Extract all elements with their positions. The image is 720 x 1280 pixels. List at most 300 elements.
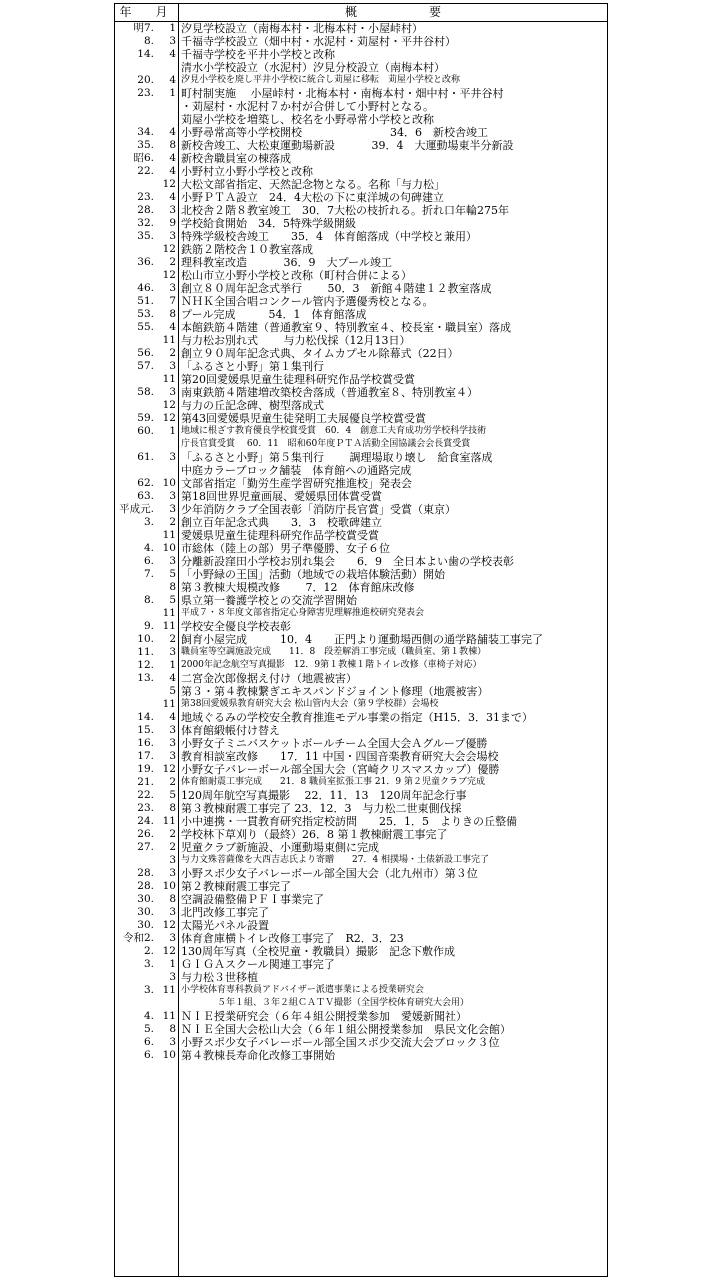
year-label: 22.	[137, 789, 154, 801]
year-label: 明7.	[133, 22, 154, 34]
year-label: 35.	[137, 230, 154, 242]
overview-cell	[179, 685, 607, 698]
year-month-cell	[115, 724, 179, 737]
year-month-cell	[115, 659, 179, 672]
table-row	[115, 919, 607, 932]
year-month-cell	[115, 165, 179, 178]
table-row	[115, 191, 607, 204]
overview-cell	[179, 48, 607, 74]
month-label: 3	[169, 490, 176, 502]
month-label: 3	[169, 451, 176, 463]
overview-line: 北門改修工事完了	[181, 906, 269, 919]
year-month-cell	[115, 126, 179, 139]
year-label: 7.	[143, 568, 154, 580]
month-label: 9	[169, 217, 176, 229]
table-row	[115, 841, 607, 854]
year-label: 26.	[137, 828, 154, 840]
table-row	[115, 256, 607, 269]
month-label: 3	[169, 503, 176, 515]
year-label: 22.	[137, 165, 154, 177]
overview-cell	[179, 334, 607, 347]
year-label: 6.	[143, 1049, 154, 1061]
table-row	[115, 568, 607, 581]
overview-cell	[179, 386, 607, 399]
overview-cell	[179, 360, 607, 373]
overview-cell	[179, 698, 607, 711]
overview-line: 小野ＰＴＡ設立 24．4大松の下に東洋城の句碑建立	[181, 191, 444, 204]
month-label: 8	[169, 139, 176, 151]
overview-line: 第３教棟大規模改修 7．12 体育館床改修	[181, 581, 415, 594]
month-label: 2	[169, 828, 176, 840]
overview-cell	[179, 958, 607, 971]
year-month-cell	[115, 425, 179, 451]
month-label: 2	[169, 347, 176, 359]
table-row	[115, 620, 607, 633]
overview-line: 第20回愛媛県児童生徒理科研究作品学校賞受賞	[181, 373, 415, 386]
year-month-cell	[115, 542, 179, 555]
month-label: 3	[169, 35, 176, 47]
table-row	[115, 74, 607, 87]
year-label: 56.	[137, 347, 154, 359]
table-row	[115, 802, 607, 815]
month-label: 11	[162, 620, 176, 632]
overview-line: 汐見学校設立（南梅本村・北梅本村・小屋峠村）	[181, 22, 423, 35]
overview-cell	[179, 191, 607, 204]
overview-line: 小学校体育専科教員アドバイザー派遣事業による授業研究会	[181, 985, 424, 995]
year-label: 60.	[137, 425, 154, 437]
month-label: 4	[169, 711, 176, 723]
year-label: 58.	[137, 386, 154, 398]
year-month-cell	[115, 672, 179, 685]
overview-line: 体育倉庫横トイレ改修工事完了 R2．3．23	[181, 932, 404, 945]
overview-line: 第２教棟耐震工事完了	[181, 880, 291, 893]
overview-cell	[179, 321, 607, 334]
month-label: 12	[162, 178, 176, 190]
overview-line: 「ふるさと小野」第１集刊行	[181, 360, 324, 373]
overview-cell	[179, 542, 607, 555]
year-month-cell	[115, 620, 179, 633]
table-row	[115, 1010, 607, 1023]
overview-line: 教育相談室改修 17．11 中国・四国音楽教育研究大会会場校	[181, 750, 499, 763]
table-row	[115, 48, 607, 74]
overview-cell	[179, 633, 607, 646]
year-label: 32.	[137, 217, 154, 229]
month-label: 3	[169, 555, 176, 567]
overview-line: ５年１組、３年２組ＣＡＴＶ撮影（全国学校体育研究大会用）	[181, 998, 470, 1008]
year-label: 10.	[137, 633, 154, 645]
overview-cell	[179, 945, 607, 958]
overview-line: 「小野緑の王国」活動（地域での栽培体験活動）開始	[181, 568, 445, 581]
year-month-cell	[115, 191, 179, 204]
overview-line: ＧＩＧＡスクール関連工事完了	[181, 958, 335, 971]
header-overview-char-1: 概	[344, 5, 357, 19]
month-label: 4	[169, 152, 176, 164]
month-label: 10	[162, 880, 176, 892]
overview-cell	[179, 919, 607, 932]
year-label: 23.	[137, 191, 154, 203]
overview-line: ・苅屋村・水泥村７か村が合併して小野村となる。	[181, 100, 434, 113]
month-label: 1	[169, 425, 176, 437]
table-row	[115, 321, 607, 334]
overview-cell	[179, 178, 607, 191]
overview-line: 小野村立小野小学校と改称	[181, 165, 313, 178]
year-label: 21.	[137, 776, 154, 788]
table-row	[115, 542, 607, 555]
table-row	[115, 425, 607, 451]
year-month-cell	[115, 48, 179, 74]
table-row	[115, 477, 607, 490]
overview-line: 第３・第４教棟繋ぎエキスパンドジョイント修理（地震被害）	[181, 685, 489, 698]
overview-cell	[179, 35, 607, 48]
overview-cell	[179, 295, 607, 308]
overview-line: 千福寺学校設立（畑中村・水泥村・苅屋村・平井谷村）	[181, 35, 456, 48]
overview-line: 汐見小学校を廃し平井小学校に統合し苅屋に移転 苅屋小学校と改称	[181, 75, 461, 85]
year-month-cell	[115, 178, 179, 191]
year-label: 9.	[143, 620, 154, 632]
table-row	[115, 854, 607, 867]
table-row	[115, 126, 607, 139]
overview-cell	[179, 74, 607, 87]
overview-cell	[179, 867, 607, 880]
history-table	[114, 3, 608, 1277]
table-row	[115, 243, 607, 256]
month-label: 3	[169, 854, 176, 866]
year-month-cell	[115, 399, 179, 412]
header-year-month: 年 月	[119, 5, 174, 19]
year-month-cell	[115, 373, 179, 386]
overview-line: 第18回世界児童画展、愛媛県団体賞受賞	[181, 490, 382, 503]
year-month-cell	[115, 828, 179, 841]
table-row	[115, 347, 607, 360]
year-month-cell	[115, 139, 179, 152]
year-label: 62.	[137, 477, 154, 489]
month-label: 3	[169, 646, 176, 658]
month-label: 8	[169, 893, 176, 905]
year-label: 3.	[143, 516, 154, 528]
year-month-cell	[115, 581, 179, 594]
table-row	[115, 22, 607, 35]
table-row	[115, 815, 607, 828]
overview-line: ＮＩＥ全国大会松山大会（６年１組公開授業参加 県民文化会館）	[181, 1023, 511, 1036]
month-label: 11	[162, 698, 176, 710]
year-month-cell	[115, 932, 179, 945]
year-label: 24.	[137, 815, 154, 827]
overview-cell	[179, 763, 607, 776]
overview-cell	[179, 880, 607, 893]
year-month-cell	[115, 360, 179, 373]
month-label: 3	[169, 230, 176, 242]
overview-line: 「ふるさと小野」第５集刊行 調理場取り壊し 給食室落成	[181, 451, 493, 464]
overview-line: 愛媛県児童生徒理科研究作品学校賞受賞	[181, 529, 379, 542]
overview-cell	[179, 737, 607, 750]
overview-line: 学校安全優良学校表彰	[181, 620, 291, 633]
year-month-cell	[115, 763, 179, 776]
year-label: 28.	[137, 204, 154, 216]
month-label: 2	[169, 841, 176, 853]
overview-line: 体育館緞帳付け替え	[181, 724, 280, 737]
overview-line: 空調設備整備ＰＦＩ事業完了	[181, 893, 324, 906]
overview-line: 与力松３世移植	[181, 971, 258, 984]
year-label: 59.	[137, 412, 154, 424]
month-label: 5	[169, 568, 176, 580]
overview-cell	[179, 594, 607, 607]
overview-cell	[179, 373, 607, 386]
year-month-cell	[115, 958, 179, 971]
overview-line: ＮＨＫ全国合唱コンクール管内予選優秀校となる。	[181, 295, 434, 308]
table-row	[115, 958, 607, 971]
overview-cell	[179, 425, 607, 451]
year-month-cell	[115, 919, 179, 932]
month-label: 7	[169, 295, 176, 307]
month-label: 5	[169, 594, 176, 606]
year-month-cell	[115, 893, 179, 906]
year-label: 17.	[137, 750, 154, 762]
month-label: 4	[169, 48, 176, 60]
overview-cell	[179, 581, 607, 594]
year-label: 53.	[137, 308, 154, 320]
table-row	[115, 269, 607, 282]
year-month-cell	[115, 594, 179, 607]
year-label: 15.	[137, 724, 154, 736]
overview-line: 分離新設窪田小学校お別れ集会 6．9 全日本よい歯の学校表彰	[181, 555, 514, 568]
overview-cell	[179, 1036, 607, 1049]
overview-line: 新校舎職員室の棟落成	[181, 152, 291, 165]
overview-cell	[179, 282, 607, 295]
month-label: 2	[169, 516, 176, 528]
overview-line: ＮＩＥ授業研究会（６年４組公開授業参加 愛媛新聞社）	[181, 1010, 467, 1023]
table-row	[115, 776, 607, 789]
year-month-cell	[115, 321, 179, 334]
year-month-cell	[115, 282, 179, 295]
overview-line: 中庭カラーブロック舗装 体育館への通路完成	[181, 464, 412, 477]
year-label: 12.	[137, 659, 154, 671]
year-month-cell	[115, 269, 179, 282]
month-label: 12	[162, 399, 176, 411]
overview-cell	[179, 399, 607, 412]
overview-line: 特殊学級校舎竣工 35．4 体育館落成（中学校と兼用）	[181, 230, 477, 243]
month-label: 12	[162, 763, 176, 775]
table-row	[115, 737, 607, 750]
overview-line: 二宮金次郎像据え付け（地震被害）	[181, 672, 357, 685]
overview-line: 少年消防クラブ全国表彰「消防庁長官賞」受賞（東京）	[181, 503, 456, 516]
month-label: 3	[169, 906, 176, 918]
overview-cell	[179, 451, 607, 477]
year-month-cell	[115, 737, 179, 750]
overview-cell	[179, 971, 607, 984]
year-label: 6.	[143, 1036, 154, 1048]
month-label: 3	[169, 867, 176, 879]
year-label: 4.	[143, 542, 154, 554]
month-label: 12	[162, 945, 176, 957]
overview-line: 県立第一養護学校との交流学習開始	[181, 594, 357, 607]
month-label: 4	[169, 126, 176, 138]
year-label: 28.	[137, 880, 154, 892]
month-label: 11	[162, 984, 176, 996]
month-label: 12	[162, 269, 176, 281]
table-row	[115, 945, 607, 958]
overview-cell	[179, 412, 607, 425]
overview-line: 新校舎竣工、大松東運動場新設 39．4 大運動場東半分新設	[181, 139, 514, 152]
table-row	[115, 633, 607, 646]
month-label: 1	[169, 958, 176, 970]
overview-cell	[179, 932, 607, 945]
year-month-cell	[115, 451, 179, 477]
year-label: 55.	[137, 321, 154, 333]
table-row	[115, 295, 607, 308]
overview-cell	[179, 750, 607, 763]
table-row	[115, 308, 607, 321]
overview-cell	[179, 269, 607, 282]
year-month-cell	[115, 841, 179, 854]
overview-line: プール完成 54．1 体育館落成	[181, 308, 367, 321]
overview-line: 文部省指定「勤労生産学習研究推進校」発表会	[181, 477, 412, 490]
year-label: 34.	[137, 126, 154, 138]
table-row	[115, 893, 607, 906]
month-label: 8	[169, 581, 176, 593]
overview-line: 地域に根ざす教育優良学校賞受賞 60．4 創意工夫育成功労学校科学技術	[181, 426, 487, 436]
overview-cell	[179, 490, 607, 503]
year-month-cell	[115, 490, 179, 503]
year-label: 5.	[143, 1023, 154, 1035]
month-label: 8	[169, 802, 176, 814]
year-month-cell	[115, 971, 179, 984]
overview-line: 北校舎２階８教室竣工 30．7大松の枝折れる。折れ口年輪275年	[181, 204, 509, 217]
month-label: 1	[169, 22, 176, 34]
year-label: 4.	[143, 1010, 154, 1022]
table-row	[115, 1036, 607, 1049]
overview-line: 大松文部省指定、天然記念物となる。名称「与力松」	[181, 178, 445, 191]
month-label: 1	[169, 659, 176, 671]
month-label: 4	[169, 191, 176, 203]
year-month-cell	[115, 750, 179, 763]
table-row	[115, 87, 607, 126]
month-label: 3	[169, 971, 176, 983]
month-label: 2	[169, 633, 176, 645]
table-row	[115, 646, 607, 659]
table-row	[115, 659, 607, 672]
table-row	[115, 607, 607, 620]
year-label: 23.	[137, 802, 154, 814]
overview-line: 体育館耐震工事完成 21．8 職員室拡張工事 21．9 第２児童クラブ完成	[181, 777, 485, 787]
overview-cell	[179, 893, 607, 906]
month-label: 12	[162, 919, 176, 931]
year-month-cell	[115, 568, 179, 581]
year-month-cell	[115, 802, 179, 815]
table-row	[115, 984, 607, 1010]
overview-line: 創立８０周年記念式挙行 50．3 新館４階建１２教室落成	[181, 282, 492, 295]
year-label: 23.	[137, 87, 154, 99]
overview-cell	[179, 204, 607, 217]
month-label: 11	[162, 1010, 176, 1022]
table-row	[115, 139, 607, 152]
overview-line: 南東鉄筋４階建増改築校舎落成（普通教室８、特別教室４）	[181, 386, 478, 399]
year-label: 30.	[137, 906, 154, 918]
overview-line: 千福寺学校を平井小学校と改称	[181, 48, 335, 61]
year-month-cell	[115, 555, 179, 568]
overview-cell	[179, 607, 607, 620]
overview-cell	[179, 906, 607, 919]
month-label: 4	[169, 321, 176, 333]
table-row	[115, 685, 607, 698]
year-month-cell	[115, 880, 179, 893]
year-month-cell	[115, 1036, 179, 1049]
table-row	[115, 932, 607, 945]
overview-cell	[179, 789, 607, 802]
table-row	[115, 555, 607, 568]
overview-line: 創立９０周年記念式典、タイムカプセル除幕式（22日）	[181, 347, 459, 360]
month-label: 12	[162, 412, 176, 424]
table-row	[115, 165, 607, 178]
year-label: 14.	[137, 48, 154, 60]
year-month-cell	[115, 204, 179, 217]
month-label: 3	[169, 1036, 176, 1048]
table-row	[115, 503, 607, 516]
table-row	[115, 282, 607, 295]
overview-cell	[179, 854, 607, 867]
year-month-cell	[115, 477, 179, 490]
month-label: 3	[169, 737, 176, 749]
month-label: 12	[162, 243, 176, 255]
year-month-cell	[115, 412, 179, 425]
overview-cell	[179, 724, 607, 737]
table-row	[115, 763, 607, 776]
month-label: 3	[169, 360, 176, 372]
year-label: 20.	[137, 74, 154, 86]
table-row	[115, 971, 607, 984]
year-month-cell	[115, 217, 179, 230]
year-label: 3.	[143, 958, 154, 970]
overview-line: 130周年写真（全校児童・教職員）撮影 記念下敷作成	[181, 945, 455, 958]
overview-cell	[179, 711, 607, 724]
table-row	[115, 724, 607, 737]
month-label: 4	[169, 74, 176, 86]
overview-cell	[179, 126, 607, 139]
month-label: 11	[162, 815, 176, 827]
overview-line: 小野女子ミニバスケットボールチーム全国大会Ａグループ優勝	[181, 737, 488, 750]
table-row	[115, 594, 607, 607]
overview-cell	[179, 230, 607, 243]
year-month-cell	[115, 87, 179, 126]
overview-line: 第４教棟長寿命化改修工事開始	[181, 1049, 335, 1062]
overview-cell	[179, 529, 607, 542]
header-overview	[179, 4, 607, 21]
year-month-cell	[115, 308, 179, 321]
year-label: 30.	[137, 893, 154, 905]
year-month-cell	[115, 789, 179, 802]
month-label: 3	[169, 204, 176, 216]
overview-line: 清水小学校設立（水泥村）汐見分校設立（南梅本村）	[181, 61, 445, 74]
overview-cell	[179, 776, 607, 789]
overview-line: 庁長官賞受賞 60．11 昭和60年度ＰＴＡ活動全国協議会会長賞受賞	[181, 439, 471, 449]
year-month-cell	[115, 516, 179, 529]
year-label: 28.	[137, 867, 154, 879]
month-label: 3	[169, 282, 176, 294]
table-row	[115, 789, 607, 802]
table-row	[115, 1049, 607, 1062]
overview-cell	[179, 828, 607, 841]
table-row	[115, 204, 607, 217]
table-row	[115, 1023, 607, 1036]
year-label: 8.	[143, 35, 154, 47]
year-month-cell	[115, 1010, 179, 1023]
overview-line: 学校林下草刈り（最終）26．8 第１教棟耐震工事完了	[181, 828, 448, 841]
table-row	[115, 867, 607, 880]
year-month-cell	[115, 776, 179, 789]
year-label: 6.	[143, 555, 154, 567]
table-row	[115, 217, 607, 230]
year-label: 36.	[137, 256, 154, 268]
overview-cell	[179, 1023, 607, 1036]
